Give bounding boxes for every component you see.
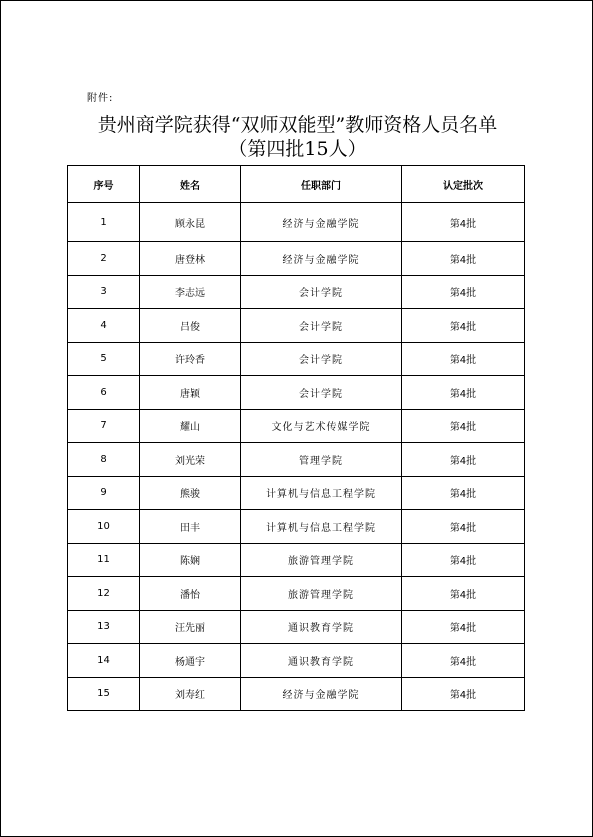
table-row [68, 376, 525, 410]
table-row [68, 644, 525, 678]
cell-name: 刘寿红 [140, 677, 241, 711]
table-row [68, 510, 525, 544]
cell-number: 2 [68, 242, 140, 276]
cell-department: 经济与金融学院 [241, 203, 402, 242]
table-header-row [68, 166, 525, 203]
cell-name: 李志远 [140, 275, 241, 309]
header-batch: 认定批次 [402, 166, 525, 203]
cell-number: 9 [68, 476, 140, 510]
cell-batch: 第4批 [402, 342, 525, 376]
cell-batch: 第4批 [402, 203, 525, 242]
cell-number: 10 [68, 510, 140, 544]
cell-number: 1 [68, 203, 140, 242]
cell-number: 14 [68, 644, 140, 678]
cell-name: 潘怡 [140, 577, 241, 611]
table-row [68, 476, 525, 510]
cell-department: 会计学院 [241, 309, 402, 343]
cell-batch: 第4批 [402, 610, 525, 644]
cell-department: 会计学院 [241, 342, 402, 376]
table-row [68, 677, 525, 711]
header-name: 姓名 [140, 166, 241, 203]
header-department: 任职部门 [241, 166, 402, 203]
cell-name: 陈娴 [140, 543, 241, 577]
table-body [68, 203, 525, 711]
cell-batch: 第4批 [402, 242, 525, 276]
cell-department: 会计学院 [241, 275, 402, 309]
cell-name: 汪先丽 [140, 610, 241, 644]
cell-department: 计算机与信息工程学院 [241, 510, 402, 544]
cell-number: 15 [68, 677, 140, 711]
cell-name: 吕俊 [140, 309, 241, 343]
document-title: 贵州商学院获得“双师双能型”教师资格人员名单 [97, 114, 498, 136]
cell-name: 田丰 [140, 510, 241, 544]
table-row [68, 577, 525, 611]
cell-number: 6 [68, 376, 140, 410]
table-row [68, 409, 525, 443]
table-row [68, 309, 525, 343]
cell-batch: 第4批 [402, 543, 525, 577]
cell-name: 耀山 [140, 409, 241, 443]
cell-batch: 第4批 [402, 409, 525, 443]
cell-batch: 第4批 [402, 510, 525, 544]
cell-department: 旅游管理学院 [241, 577, 402, 611]
table-row [68, 543, 525, 577]
cell-number: 5 [68, 342, 140, 376]
teacher-roster-table [67, 165, 525, 711]
cell-number: 7 [68, 409, 140, 443]
table-row [68, 443, 525, 477]
cell-department: 旅游管理学院 [241, 543, 402, 577]
cell-name: 熊骏 [140, 476, 241, 510]
cell-batch: 第4批 [402, 476, 525, 510]
cell-number: 8 [68, 443, 140, 477]
cell-batch: 第4批 [402, 443, 525, 477]
cell-department: 通识教育学院 [241, 644, 402, 678]
cell-number: 4 [68, 309, 140, 343]
cell-number: 11 [68, 543, 140, 577]
table-row [68, 203, 525, 242]
attachment-label: 附件: [87, 93, 114, 104]
cell-name: 许玲香 [140, 342, 241, 376]
cell-batch: 第4批 [402, 677, 525, 711]
table-row [68, 275, 525, 309]
cell-department: 经济与金融学院 [241, 242, 402, 276]
cell-name: 顾永昆 [140, 203, 241, 242]
cell-department: 文化与艺术传媒学院 [241, 409, 402, 443]
cell-number: 12 [68, 577, 140, 611]
cell-department: 经济与金融学院 [241, 677, 402, 711]
document-subtitle: （第四批15人） [228, 138, 367, 160]
cell-name: 唐登林 [140, 242, 241, 276]
cell-batch: 第4批 [402, 309, 525, 343]
table-row [68, 242, 525, 276]
cell-batch: 第4批 [402, 644, 525, 678]
cell-name: 刘光荣 [140, 443, 241, 477]
cell-department: 管理学院 [241, 443, 402, 477]
table-row [68, 610, 525, 644]
cell-department: 通识教育学院 [241, 610, 402, 644]
cell-number: 3 [68, 275, 140, 309]
cell-department: 会计学院 [241, 376, 402, 410]
header-number: 序号 [68, 166, 140, 203]
cell-batch: 第4批 [402, 577, 525, 611]
cell-batch: 第4批 [402, 376, 525, 410]
cell-name: 唐颖 [140, 376, 241, 410]
cell-batch: 第4批 [402, 275, 525, 309]
cell-department: 计算机与信息工程学院 [241, 476, 402, 510]
cell-number: 13 [68, 610, 140, 644]
cell-name: 杨通宇 [140, 644, 241, 678]
table-row [68, 342, 525, 376]
